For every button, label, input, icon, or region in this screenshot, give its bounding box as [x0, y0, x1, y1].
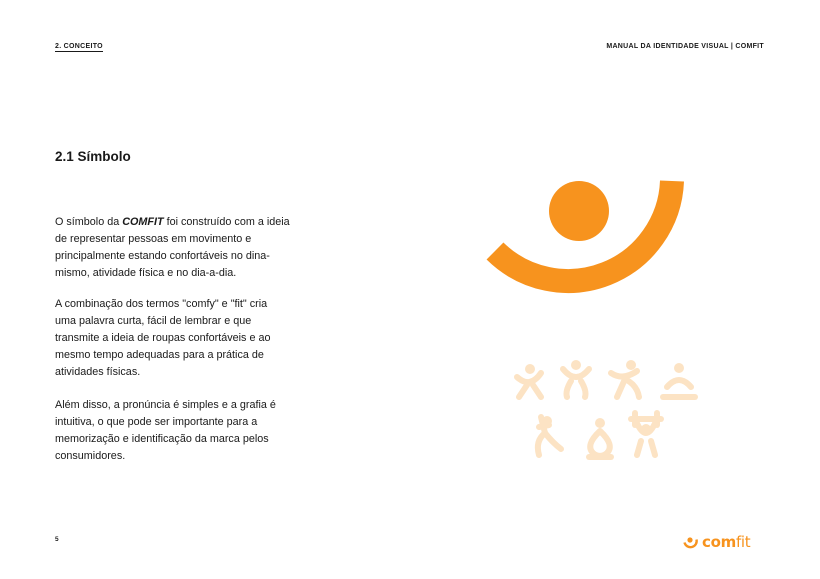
- person-running-icon: [611, 360, 639, 397]
- paragraph-text: foi construído com a ideia de representar pessoas em movimento e principalmente estando confortáveis no dina-mismo, atividade física e no dia-a-dia.: [55, 216, 290, 279]
- paragraph-symbol-description: [55, 214, 290, 282]
- person-weightlifting-icon: [631, 413, 661, 455]
- pictogram-grid: [505, 355, 705, 470]
- person-arms-up-icon: [563, 360, 589, 397]
- brand-name: COMFIT: [122, 216, 164, 228]
- paragraph-name-combination: A combinação dos termos "comfy" e "fit" cria uma palavra curta, fácil de lembrar e que transmite a ideia de roupas confortáveis e ao mesmo tempo adequadas para a prática de atividades físicas.: [55, 298, 271, 378]
- wordmark-light: fit: [735, 533, 751, 551]
- comfit-logo-mark-icon: [683, 536, 699, 550]
- paragraph-text: O símbolo da: [55, 216, 123, 228]
- comfit-symbol-icon: [470, 165, 710, 325]
- person-stretch-icon: [517, 364, 541, 397]
- section-title: 2.1 Símbolo: [55, 149, 131, 164]
- person-meditating-icon: [663, 363, 695, 397]
- comfit-wordmark: [702, 535, 750, 550]
- person-sitting-icon: [589, 418, 611, 457]
- section-label: 2. CONCEITO: [55, 43, 103, 50]
- paragraph-pronunciation: Além disso, a pronúncia é simples e a grafia é intuitiva, o que pode ser importante para a memorização e identificação da marca pelos consumidores.: [55, 399, 276, 462]
- comfit-logo: [683, 535, 750, 550]
- person-jumping-icon: [538, 416, 561, 455]
- manual-title: MANUAL DA IDENTIDADE VISUAL | COMFIT: [606, 43, 764, 50]
- page-number: 5: [55, 536, 59, 543]
- wordmark-bold: com: [702, 533, 736, 551]
